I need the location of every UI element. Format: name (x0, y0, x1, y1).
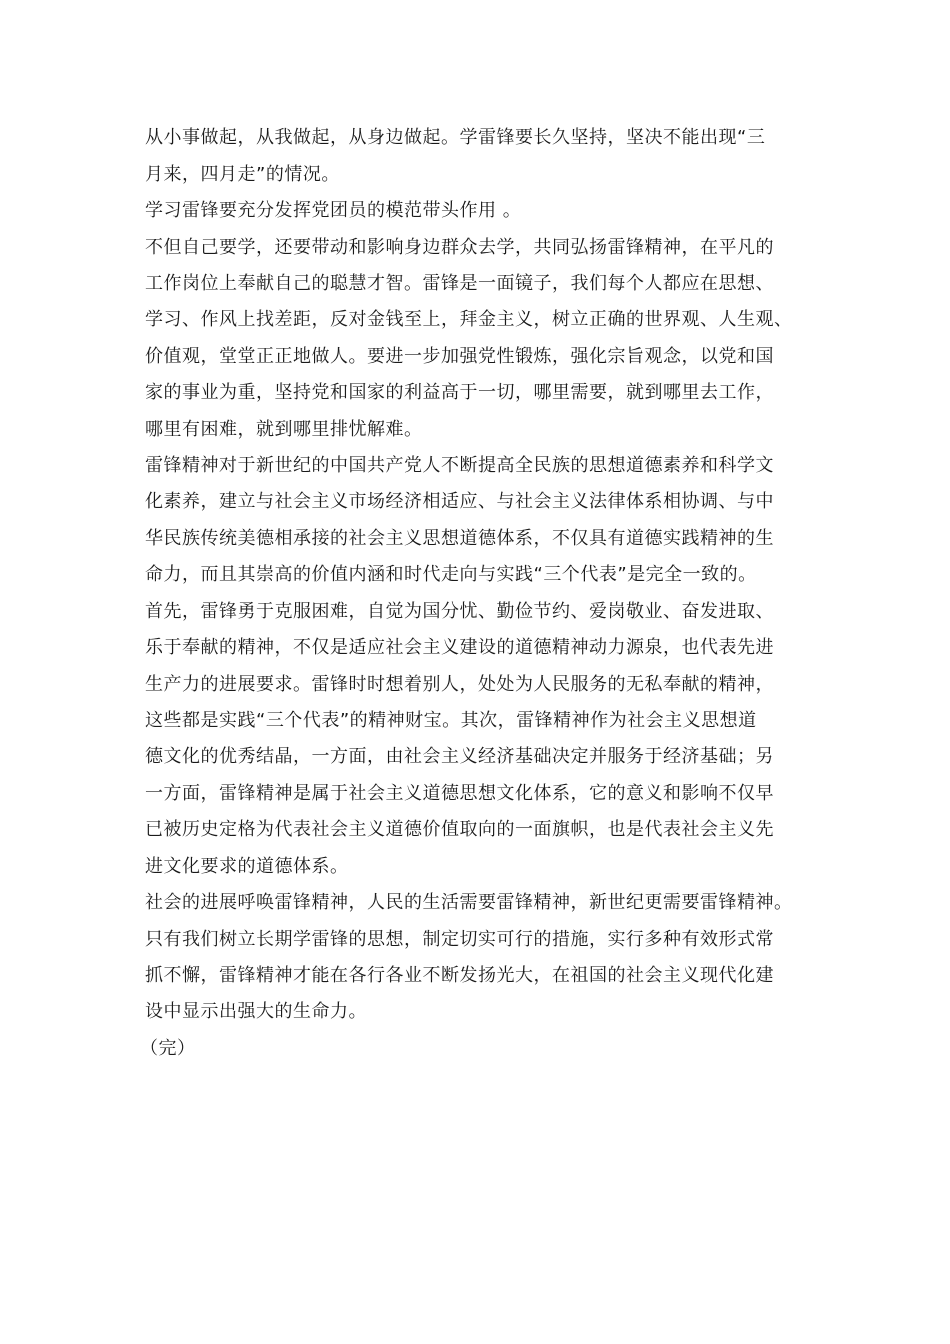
body-text-line: 哪里有困难，就到哪里排忧解难。 (145, 419, 423, 440)
body-text-line: 已被历史定格为代表社会主义道德价值取向的一面旗帜，也是代表社会主义先 (145, 819, 774, 840)
body-text-line: 家的事业为重，坚持党和国家的利益高于一切，哪里需要，就到哪里去工作， (145, 382, 774, 403)
body-text-line: 抓不懈，雷锋精神才能在各行各业不断发扬光大，在祖国的社会主义现代化建 (145, 965, 774, 986)
body-text-line: 华民族传统美德相承接的社会主义思想道德体系，不仅具有道德实践精神的生 (145, 528, 774, 549)
paragraph-start-line: 社会的进展呼唤雷锋精神，人民的生活需要雷锋精神，新世纪更需要雷锋精神。 (145, 892, 793, 913)
body-text-line: 德文化的优秀结晶，一方面，由社会主义经济基础决定并服务于经济基础；另 (145, 746, 774, 767)
body-text-line: 价值观，堂堂正正地做人。要进一步加强党性锻炼，强化宗旨观念，以党和国 (145, 346, 774, 367)
body-text-line: 一方面，雷锋精神是属于社会主义道德思想文化体系，它的意义和影响不仅早 (145, 783, 774, 804)
body-text-line: 只有我们树立长期学雷锋的思想，制定切实可行的措施，实行多种有效形式常 (145, 929, 774, 950)
body-text-line: 工作岗位上奉献自己的聪慧才智。雷锋是一面镜子，我们每个人都应在思想、 (145, 273, 774, 294)
paragraph-start-line: 首先，雷锋勇于克服困难，自觉为国分忧、勤俭节约、爱岗敬业、奋发进取、 (145, 601, 774, 622)
body-text-line: 化素养，建立与社会主义市场经济相适应、与社会主义法律体系相协调、与中 (145, 491, 774, 512)
body-text-line: 月来，四月走”的情况。 (145, 164, 340, 185)
section-heading: 学习雷锋要充分发挥党团员的模范带头作用 。 (145, 200, 522, 221)
body-text-line: 从小事做起，从我做起，从身边做起。学雷锋要长久坚持，坚决不能出现“三 (145, 127, 766, 148)
body-text-line: 设中显示出强大的生命力。 (145, 1001, 367, 1022)
body-text-line: 命力，而且其崇高的价值内涵和时代走向与实践“三个代表”是完全一致的。 (145, 564, 757, 585)
paragraph-start-line: 雷锋精神对于新世纪的中国共产党人不断提高全民族的思想道德素养和科学文 (145, 455, 774, 476)
body-text-line: 进文化要求的道德体系。 (145, 856, 349, 877)
body-text-line: 学习、作风上找差距，反对金钱至上，拜金主义，树立正确的世界观、人生观、 (145, 309, 793, 330)
paragraph-start-line: 不但自己要学，还要带动和影响身边群众去学，共同弘扬雷锋精神，在平凡的 (145, 237, 774, 258)
body-text-line: 乐于奉献的精神，不仅是适应社会主义建设的道德精神动力源泉，也代表先进 (145, 637, 774, 658)
body-text-line: 生产力的进展要求。雷锋时时想着别人，处处为人民服务的无私奉献的精神， (145, 674, 774, 695)
end-mark: （完） (140, 1038, 196, 1059)
body-text-line: 这些都是实践“三个代表”的精神财宝。其次，雷锋精神作为社会主义思想道 (145, 710, 757, 731)
